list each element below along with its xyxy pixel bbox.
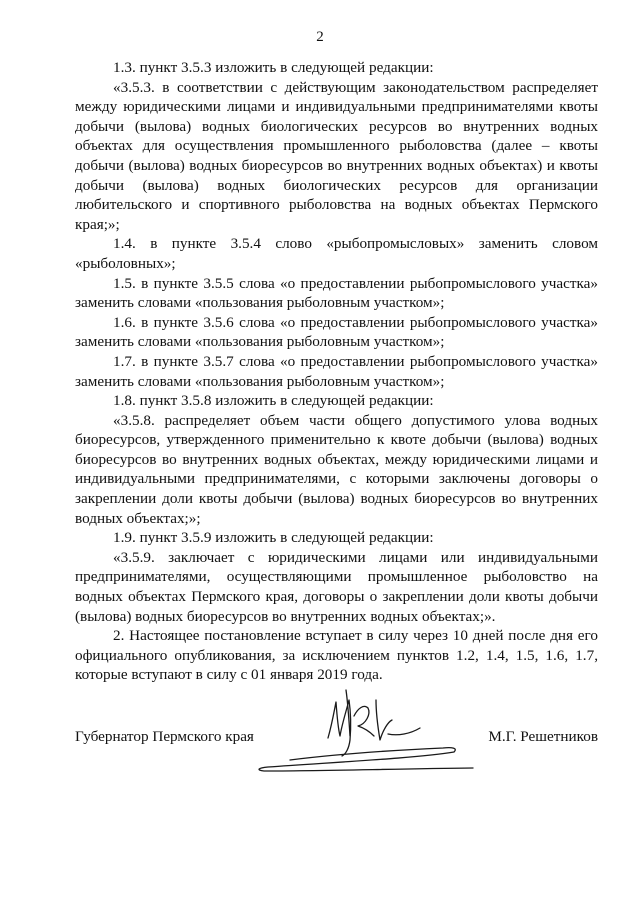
- signatory-name: М.Г. Решетников: [488, 728, 598, 745]
- paragraph-2: 2. Настоящее постановление вступает в силу через 10 дней после дня его официального опубликования, за исключением пунктов 1.2, 1.4, 1.5, 1.6, 1.7, которые вступают в силу с 01 января 2019 года.: [75, 627, 598, 684]
- paragraph-1-6: 1.6. в пункте 3.5.6 слова «о предоставлении рыбопромыслового участка» заменить словами «пользования рыболовным участком»;: [75, 313, 598, 351]
- handwritten-signature: [228, 676, 478, 781]
- paragraph-3-5-9-text: «3.5.9. заключает с юридическими лицами или индивидуальными предпринимателями, осуществляющими промышленное рыболовство на водных объектах Пермского края, договоры о закреплении доли квоты добычи (вылова) водных биоресурсов во внутренних водных объектах;».: [75, 548, 598, 625]
- document-body: [75, 58, 598, 685]
- paragraph-1-8: 1.8. пункт 3.5.8 изложить в следующей редакции:: [113, 392, 434, 410]
- signatory-position: Губернатор Пермского края: [75, 728, 254, 745]
- paragraph-1-5: 1.5. в пункте 3.5.5 слова «о предоставлении рыбопромыслового участка» заменить словами «пользования рыболовным участком»;: [75, 274, 598, 312]
- paragraph-1-3: 1.3. пункт 3.5.3 изложить в следующей редакции:: [113, 59, 434, 76]
- paragraph-1-4: 1.4. в пункте 3.5.4 слово «рыбопромысловых» заменить словом «рыболовных»;: [75, 235, 598, 272]
- page-number: 2: [316, 29, 324, 45]
- paragraph-1-7: 1.7. в пункте 3.5.7 слова «о предоставлении рыбопромыслового участка» заменить словами «пользования рыболовным участком»;: [75, 352, 598, 390]
- paragraph-3-5-8-text: «3.5.8. распределяет объем части общего допустимого улова водных биоресурсов, утвержденного применительно к квоте добычи (вылова) водных биоресурсов во внутренних водных объектах, между юридическими лицами и индивидуальными предпринимателями, с которыми заключены договоры о закреплении доли квоты добычи (вылова) водных биоресурсов во внутренних водных объектах;»;: [75, 411, 598, 527]
- paragraph-3-5-3-text: «3.5.3. в соответствии с действующим законодательством распределяет между юридическими лицами и индивидуальными предпринимателями квоты добычи (вылова) водных биологических ресурсов во внутренних водных объектах для осуществления промышленного рыболовства (далее – квоты добычи (вылова) водных биоресурсов во внутренних водных объектах) и квоты добычи (вылова) водных биологических ресурсов для организации любительского и спортивного рыболовства на водных объектах Пермского края;»;: [75, 78, 598, 233]
- paragraph-1-9: 1.9. пункт 3.5.9 изложить в следующей редакции:: [113, 529, 434, 547]
